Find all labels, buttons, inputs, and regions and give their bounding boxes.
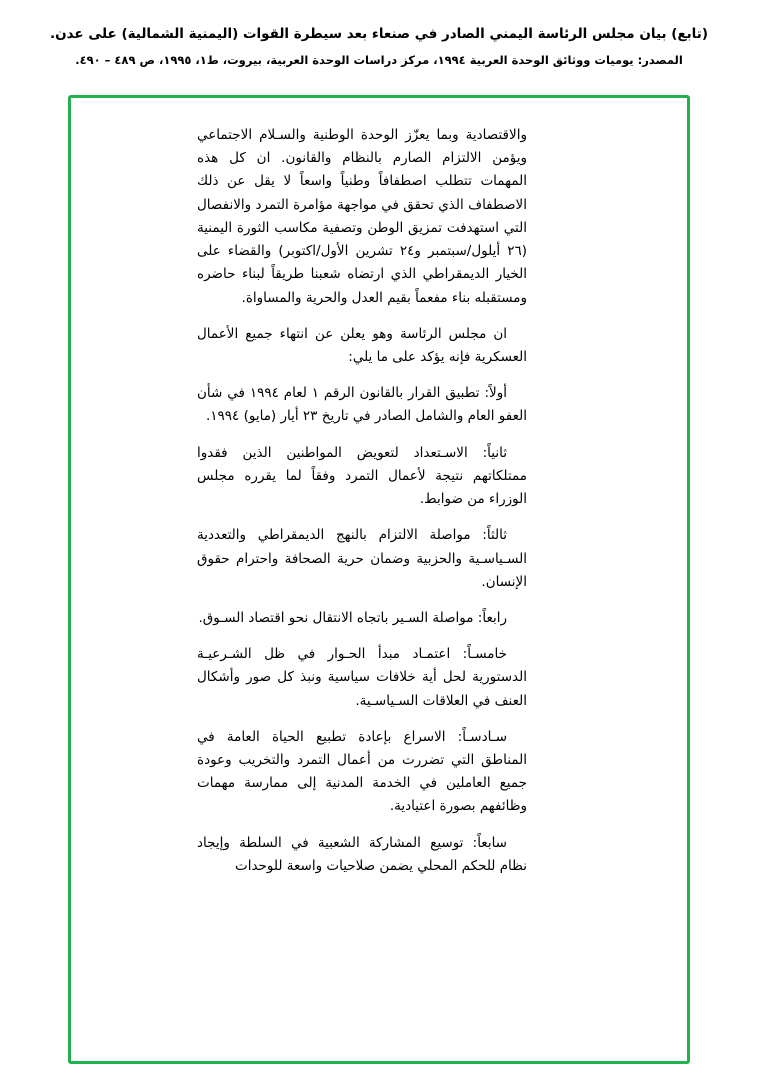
document-source-line: المصدر: يوميات ووثائق الوحدة العربية ١٩٩٤، مركز دراسات الوحدة العربية، بيروت، ط١، ١٩٩٥، ص ٤٨٩ – ٤٩٠. [75,53,683,68]
paragraph: سابعاً: توسيع المشاركة الشعبية في السلطة وإيجاد نظام للحكم المحلي يضمن صلاحيات واسعة للوحدات [197,834,527,874]
paragraph: والاقتصادية وبما يعزّز الوحدة الوطنية والسـلام الاجتماعي ويؤمن الالتزام الصارم بالنظام والقانون. ان كل هذه المهمات تتطلب اصطفافاً وطنياً واسعاً لا يقل عن ذلك الاصطفاف الذي تحقق في مواجهة مؤامرة التمرد والانفصال التي استهدفت تمزيق الوطن وتصفية مكاسب الثورة اليمنية (٢٦ أيلول/سبتمبر و٢٤ تشرين الأول/اكتوبر) والقضاء على الخيار الديمقراطي الذي ارتضاه شعبنا طريقاً لبناء حاضره ومستقبله بناء مفعماً بقيم العدل والحرية والمساواة. [197,127,527,306]
content-frame [68,95,690,1064]
paragraph: ثانياً: الاسـتعداد لتعويض المواطنين الذين فقدوا ممتلكاتهم نتيجة لأعمال التمرد وفقاً لما يقرره مجلس الوزراء من ضوابط. [197,444,527,508]
paragraph: رابعاً: مواصلة السـير باتجاه الانتقال نحو اقتصاد السـوق. [198,609,507,626]
paragraph: ثالثاً: مواصلة الالتزام بالنهج الديمقراطي والتعددية السـياسـية والحزبية وضمان حرية الصحافة واحترام حقوق الإنسان. [197,527,527,590]
document-header [0,0,758,70]
paragraph: سـادسـاً: الاسراع بإعادة تطبيع الحياة العامة في المناطق التي تضررت من أعمال التمرد والتخريب وعودة جميع العاملين في الخدمة المدنية إلى ممارسة مهمات وظائفهم بصورة اعتيادية. [197,728,527,815]
document-title: (تابع) بيان مجلس الرئاسة اليمني الصادر في صنعاء بعد سيطرة القوات (اليمنية الشمالية) على عدن. [49,26,708,42]
paragraph: خامسـاً: اعتمـاد مبدأ الحـوار في ظل الشـرعيـة الدستورية لحل أية خلافات سياسية ونبذ كل صور وأشكال العنف في العلاقات السـياسـية. [197,646,527,709]
paragraph: أولاً: تطبيق القرار بالقانون الرقم ١ لعام ١٩٩٤ في شأن العفو العام والشامل الصادر في تاريخ ٢٣ أيار (مايو) ١٩٩٤. [197,385,527,425]
paragraph: ان مجلس الرئاسة وهو يعلن عن انتهاء جميع الأعمال العسكرية فإنه يؤكد على ما يلي: [197,325,527,365]
document-body [197,124,527,891]
